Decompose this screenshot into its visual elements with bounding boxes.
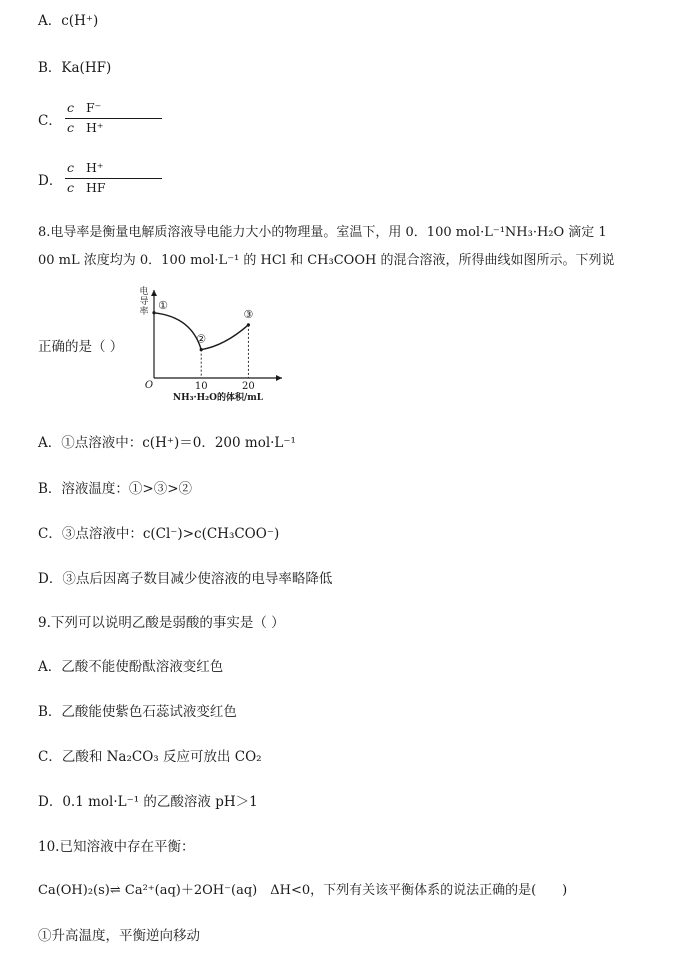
q8-stem-line2: 00 mL 浓度均为 0．100 mol·L⁻¹ 的 HCl 和 CH₃COOH 的混合溶液，所得曲线如图所示。下列说 — [38, 253, 615, 268]
q8-stem-line1: 8.电导率是衡量电解质溶液导电能力大小的物理量。室温下，用 0．100 mol·L⁻¹NH₃·H₂O 滴定 1 — [38, 225, 607, 240]
fraction-bar — [65, 118, 162, 119]
data-point — [152, 311, 155, 314]
y-axis-label: 导 — [139, 297, 149, 307]
x-axis-arrow — [276, 375, 282, 381]
q7-option-c-denominator: c H⁺ — [67, 120, 104, 135]
data-point — [200, 348, 203, 351]
x-tick-label: 10 — [194, 381, 208, 392]
q7-option-d-label: D． — [38, 173, 63, 189]
q9-stem: 9.下列可以说明乙酸是弱酸的事实是（ ） — [38, 615, 285, 631]
q10-stem: 10.已知溶液中存在平衡： — [38, 839, 195, 855]
q7-option-b: B．Ka(HF) — [38, 60, 112, 76]
q8-option-c: C．③点溶液中：c(Cl⁻)>c(CH₃COO⁻) — [38, 526, 280, 542]
data-point-label: ① — [158, 298, 168, 312]
q8-option-d: D．③点后因离子数目减少使溶液的电导率略降低 — [38, 571, 333, 587]
q8-stem-end: 正确的是（ ） — [38, 339, 124, 355]
q7-option-c-numerator: c F⁻ — [67, 100, 102, 115]
fraction-bar — [65, 178, 162, 179]
q9-option-a: A．乙酸不能使酚酞溶液变红色 — [38, 659, 224, 675]
q9-option-d: D．0.1 mol·L⁻¹ 的乙酸溶液 pH＞1 — [38, 794, 258, 810]
q8-option-b: B．溶液温度：①>③>② — [38, 481, 193, 497]
data-point-label: ③ — [243, 307, 254, 321]
x-axis-label: NH₃·H₂O的体积/mL — [172, 393, 264, 403]
q7-option-d-numerator: c H⁺ — [67, 160, 104, 175]
q7-option-a: A．c(H⁺) — [38, 13, 99, 29]
origin-label: O — [144, 380, 154, 391]
q7-option-d-denominator: c HF — [67, 180, 106, 195]
data-point-label: ② — [196, 332, 207, 346]
x-tick-label: 20 — [242, 381, 255, 392]
q10-equation: Ca(OH)₂(s)⇌ Ca²⁺(aq)＋2OH⁻(aq) ΔH<0，下列有关该平衡体系的说法正确的是( ) — [38, 883, 568, 898]
q7-option-c-label: C． — [38, 113, 62, 129]
y-axis-arrow — [151, 290, 157, 296]
data-point — [247, 323, 250, 326]
q9-option-b: B．乙酸能使紫色石蕊试液变红色 — [38, 704, 237, 720]
q8-option-a: A．①点溶液中：c(H⁺)＝0．200 mol·L⁻¹ — [38, 435, 296, 451]
q10-item-1: ①升高温度，平衡逆向移动 — [38, 928, 200, 944]
q9-option-c: C．乙酸和 Na₂CO₃ 反应可放出 CO₂ — [38, 749, 262, 765]
y-axis-label: 电 — [139, 287, 149, 297]
y-axis-label: 率 — [139, 307, 149, 317]
conductivity-chart — [132, 286, 292, 410]
